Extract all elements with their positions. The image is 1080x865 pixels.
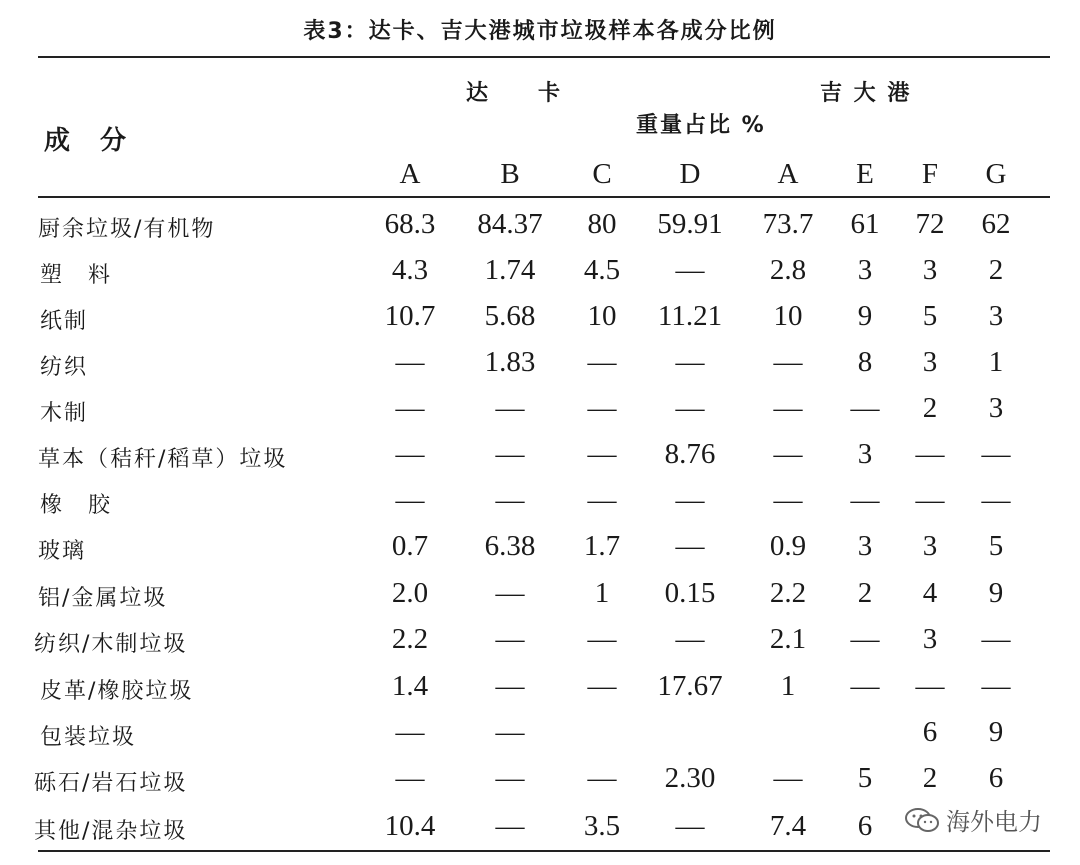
column-label: C — [592, 158, 612, 190]
table-cell: 3 — [857, 530, 873, 562]
table-cell: — — [850, 623, 880, 655]
table-cell: 0.15 — [664, 577, 716, 609]
table-cell: — — [773, 762, 803, 794]
table-cell: 6 — [988, 762, 1004, 794]
column-label: F — [921, 158, 939, 190]
table-cell: 5.68 — [484, 300, 536, 332]
row-label: 纺织/木制垃圾 — [34, 632, 188, 657]
table-cell: 2 — [988, 254, 1004, 286]
table-cell: 10 — [587, 300, 617, 332]
unit-header: 重量占比 % — [636, 113, 766, 138]
table-cell: 5 — [922, 300, 938, 332]
table-cell: — — [395, 438, 425, 470]
row-label: 塑 料 — [40, 263, 113, 288]
table-caption: 表3：达卡、吉大港城市垃圾样本各成分比例 — [303, 19, 777, 44]
table-cell: 6.38 — [484, 530, 536, 562]
table-cell: 9 — [988, 716, 1004, 748]
column-label: B — [500, 158, 520, 190]
table-cell: — — [675, 392, 705, 424]
table-cell: — — [395, 484, 425, 516]
table-cell: 3 — [988, 392, 1004, 424]
table-cell: 59.91 — [657, 208, 723, 240]
table-cell: 8.76 — [664, 438, 716, 470]
table-cell: — — [587, 438, 617, 470]
row-label: 木制 — [40, 401, 89, 426]
table-cell: 5 — [857, 762, 873, 794]
row-label: 纸制 — [40, 309, 89, 334]
table-cell: — — [675, 254, 705, 286]
table-cell: — — [675, 530, 705, 562]
table-cell: 80 — [587, 208, 617, 240]
watermark — [900, 800, 1046, 839]
table-cell: 73.7 — [762, 208, 814, 240]
table-cell: 1.83 — [484, 346, 536, 378]
table-cell: — — [587, 346, 617, 378]
table-cell: — — [495, 670, 525, 702]
table-cell: 3 — [857, 438, 873, 470]
row-label: 草本（秸秆/稻草）垃圾 — [38, 447, 288, 472]
top-rule — [38, 56, 1050, 58]
row-label: 厨余垃圾/有机物 — [38, 217, 216, 242]
table-cell: — — [587, 762, 617, 794]
table-cell: — — [495, 577, 525, 609]
table-cell: — — [587, 670, 617, 702]
table-cell: — — [395, 346, 425, 378]
header-rule — [38, 196, 1050, 198]
table-cell: 9 — [857, 300, 873, 332]
table-cell: 1 — [988, 346, 1004, 378]
row-label: 皮革/橡胶垃圾 — [40, 679, 194, 704]
table-cell: 4.3 — [391, 254, 429, 286]
table-cell: — — [495, 484, 525, 516]
table-cell: — — [773, 392, 803, 424]
city-chittagong-header: 吉 大 港 — [820, 81, 912, 106]
table-cell: 9 — [988, 577, 1004, 609]
table-cell: — — [915, 484, 945, 516]
table-cell: — — [395, 762, 425, 794]
table-cell: — — [495, 810, 525, 842]
table-cell: 3 — [922, 346, 938, 378]
table-cell: 2 — [922, 762, 938, 794]
column-label: G — [985, 158, 1007, 190]
table-cell: 2 — [857, 577, 873, 609]
column-label: D — [679, 158, 701, 190]
table-cell: 3 — [922, 530, 938, 562]
table-cell: 3 — [857, 254, 873, 286]
table-cell: 1 — [594, 577, 610, 609]
table-cell: 2.2 — [769, 577, 807, 609]
table-cell: — — [850, 392, 880, 424]
table-cell: 3 — [988, 300, 1004, 332]
table-cell: 7.4 — [769, 810, 807, 842]
table-cell: — — [773, 484, 803, 516]
table-cell: 5 — [988, 530, 1004, 562]
table-cell: 61 — [850, 208, 880, 240]
table-cell: 2 — [922, 392, 938, 424]
table-cell: 8 — [857, 346, 873, 378]
table-cell: 10.4 — [384, 810, 436, 842]
table-cell: — — [587, 392, 617, 424]
table-cell: — — [773, 346, 803, 378]
table-cell: — — [773, 438, 803, 470]
table-cell: — — [981, 623, 1011, 655]
table-cell: 72 — [915, 208, 945, 240]
table-cell: 10.7 — [384, 300, 436, 332]
table-cell: — — [495, 623, 525, 655]
table-cell: 3.5 — [583, 810, 621, 842]
table-cell: 1.74 — [484, 254, 536, 286]
table-cell: 0.9 — [769, 530, 807, 562]
column-label: E — [856, 158, 874, 190]
table-cell: — — [395, 716, 425, 748]
row-label: 砾石/岩石垃圾 — [34, 771, 188, 796]
table-cell: — — [675, 484, 705, 516]
table-cell: — — [675, 346, 705, 378]
table-cell: 6 — [922, 716, 938, 748]
table-cell: — — [981, 670, 1011, 702]
row-label: 其他/混杂垃圾 — [34, 819, 188, 844]
table-cell: 2.2 — [391, 623, 429, 655]
table-cell: — — [675, 810, 705, 842]
column-label: A — [777, 158, 799, 190]
table-cell: — — [395, 392, 425, 424]
row-label: 玻璃 — [38, 539, 87, 564]
table-cell: 2.1 — [769, 623, 807, 655]
table-cell: — — [495, 392, 525, 424]
bottom-rule — [38, 850, 1050, 852]
table-cell: 1 — [780, 670, 796, 702]
table-cell: 2.8 — [769, 254, 807, 286]
component-header: 成 分 — [44, 126, 129, 156]
table-cell: 0.7 — [391, 530, 429, 562]
table-cell: — — [981, 484, 1011, 516]
table-cell: 2.30 — [664, 762, 716, 794]
table-cell: 1.7 — [583, 530, 621, 562]
watermark-text: 海外电力 — [946, 808, 1042, 836]
wechat-icon — [904, 807, 940, 833]
table-cell: — — [495, 762, 525, 794]
table-cell: — — [675, 623, 705, 655]
table-cell: 4.5 — [583, 254, 621, 286]
table-cell: 3 — [922, 254, 938, 286]
table-cell: 11.21 — [657, 300, 723, 332]
table-cell: — — [915, 670, 945, 702]
table-cell: 6 — [857, 810, 873, 842]
column-label: A — [399, 158, 421, 190]
row-label: 橡 胶 — [40, 493, 113, 518]
table-cell: 1.4 — [391, 670, 429, 702]
table-cell: 10 — [773, 300, 803, 332]
table-cell: 4 — [922, 577, 938, 609]
table-cell: — — [915, 438, 945, 470]
table-cell: — — [587, 623, 617, 655]
row-label: 铝/金属垃圾 — [38, 586, 168, 611]
table-cell: — — [981, 438, 1011, 470]
table-cell: — — [850, 484, 880, 516]
table-cell: — — [495, 438, 525, 470]
row-label: 纺织 — [40, 355, 89, 380]
table-cell: — — [495, 716, 525, 748]
table-cell: 2.0 — [391, 577, 429, 609]
table-cell: 3 — [922, 623, 938, 655]
row-label: 包装垃圾 — [40, 725, 137, 750]
table-cell: 68.3 — [384, 208, 436, 240]
table-cell: — — [850, 670, 880, 702]
table-cell: 62 — [981, 208, 1011, 240]
city-dhaka-header: 达 卡 — [466, 81, 563, 106]
table-cell: — — [587, 484, 617, 516]
table-cell: 17.67 — [657, 670, 723, 702]
table-cell: 84.37 — [477, 208, 543, 240]
